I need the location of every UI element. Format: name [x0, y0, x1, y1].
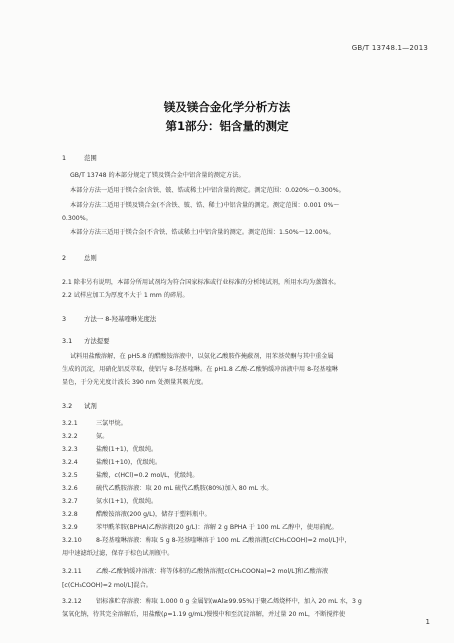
reagent-item [62, 483, 272, 492]
section-number: 3.2 [62, 402, 73, 410]
reagent-item [62, 431, 108, 440]
section-title: 范围 [84, 154, 97, 162]
section-title: 方法提要 [84, 337, 110, 345]
reagent-item [62, 444, 157, 453]
standard-number: GB/T 13748.1—2013 [351, 44, 428, 52]
scope-line: GB/T 13748 的本部分规定了镁及镁合金中铝含量的测定方法。 [70, 172, 245, 179]
section-number: 1 [62, 154, 67, 162]
reagent-item [62, 596, 362, 605]
reagent-text: 乙酸-乙酸钠缓冲溶液：将等体积的乙酸钠溶液[c(CH₃COONa)=2 mol/L]和乙酸溶液 [96, 568, 329, 575]
reagent-item [62, 470, 198, 479]
reagent-text: 8-羟基喹啉溶液：称取 5 g 8-羟基喹啉溶于 100 mL 乙酸溶液[c(CH₃COOH)=2 mol/L]中， [96, 537, 351, 544]
reagent-number: 3.2.9 [62, 524, 78, 531]
section-3-heading [62, 314, 156, 323]
section-3-2-heading [62, 401, 97, 410]
reagent-text: 苯甲酰苯胺(BPHA)乙醇溶液(20 g/L)：溶解 2 g BPHA 于 100 mL 乙醇中，使用前配。 [96, 524, 338, 531]
reagent-number: 3.2.1 [62, 420, 78, 427]
reagent-text: 盐酸(1+1)，优级纯。 [96, 446, 158, 453]
general-clause: 2.2 试样应加工为厚度不大于 1 mm 的碎屑。 [62, 292, 189, 299]
principle-line: 生成的沉淀，用硝化铝反萃取，使铝与 8-羟基喹啉。在 pH1.8 乙酸-乙酸钠缓冲溶液中用 8-羟基喹啉 [62, 366, 338, 373]
section-number: 3.1 [62, 337, 73, 345]
reagent-text: 三氯甲烷。 [96, 420, 127, 427]
section-title: 总则 [84, 254, 97, 262]
section-number: 2 [62, 254, 67, 262]
reagent-number: 3.2.12 [62, 598, 82, 605]
reagent-text: 盐酸，c(HCl)=0.2 mol/L，优级纯。 [96, 472, 199, 479]
reagent-item [62, 566, 328, 575]
page-number: 1 [425, 618, 430, 626]
document-title: 镁及镁合金化学分析方法 [163, 100, 291, 114]
reagent-item [62, 522, 338, 531]
reagent-text: 醋酸铵溶液(200 g/L)，储存于塑料瓶中。 [96, 511, 211, 518]
reagent-text: 氢氧化钠，待其完全溶解后，用盐酸(ρ=1.19 g/mL)慢慢中和至沉淀溶解，并过量 20 mL，不断搅拌使 [62, 611, 346, 618]
reagent-item [62, 580, 152, 589]
reagent-number: 3.2.6 [62, 485, 78, 492]
scope-line: 本部分方法三适用于镁合金(不含铁、锆或稀土)中铝含量的测定。测定范围：1.50%～12.00%。 [70, 229, 335, 236]
reagent-text: 铝标准贮存溶液：称取 1.000 0 g 金属铝(wAl≥99.95%)于聚乙烯烧杯中，加入 20 mL 水，3 g [96, 598, 362, 605]
scope-line: 本部分方法二适用于镁及镁合金(不含铁、铍、锆、稀土)中铝含量的测定。测定范围：0.001 0%～ [70, 202, 340, 209]
reagent-text: 盐酸(1+10)，优级纯。 [96, 459, 162, 466]
reagent-item [62, 548, 173, 557]
principle-line: 试料用盐酸溶解，在 pH5.8 的醋酸铵溶液中，以氨化乙酸胺作掩蔽剂，用苯基荧酮与其中重金属 [70, 353, 334, 360]
general-clause: 2.1 除非另有说明，本部分所用试剂均为符合国家标准或行业标准的分析纯试剂，所用水均为蒸馏水。 [62, 279, 340, 286]
reagent-item [62, 418, 127, 427]
reagent-number: 3.2.10 [62, 537, 82, 544]
reagent-number: 3.2.7 [62, 498, 78, 505]
reagent-text: 用中速滤纸过滤，保存于棕色试剂瓶中。 [62, 550, 174, 557]
reagent-text: 氨水(1+1)，优级纯。 [96, 498, 158, 505]
reagent-item [62, 457, 161, 466]
reagent-number: 3.2.4 [62, 459, 78, 466]
section-3-1-heading [62, 336, 110, 345]
document-subtitle: 第1部分：铝含量的测定 [165, 119, 289, 133]
scope-line: 0.300%。 [62, 215, 92, 222]
section-title: 试剂 [84, 402, 97, 410]
reagent-item [62, 496, 157, 505]
reagent-item [62, 509, 211, 518]
scope-line: 本部分方法一适用于镁合金(含铁、铍、锆或稀土)中铝含量的测定。测定范围：0.020%～0.300%。 [70, 187, 345, 194]
reagent-item [62, 609, 345, 618]
reagent-number: 3.2.2 [62, 433, 78, 440]
reagent-number: 3.2.3 [62, 446, 78, 453]
reagent-item [62, 535, 351, 544]
reagent-number: 3.2.8 [62, 511, 78, 518]
section-title: 方法一 8-羟基喹啉光度法 [84, 315, 157, 323]
section-number: 3 [62, 315, 67, 323]
reagent-number: 3.2.11 [62, 568, 82, 575]
reagent-text: [c(CH₃COOH)=2 mol/L]混合。 [62, 582, 152, 589]
section-1-heading [62, 153, 97, 162]
section-2-heading [62, 253, 97, 262]
principle-line: 显色，于分光光度计波长 390 nm 处测量其吸光度。 [62, 379, 208, 386]
reagent-text: 硫代乙酰胺溶液：取 20 mL 硫代乙酰胺(80%)加入 80 mL 水。 [96, 485, 273, 492]
reagent-number: 3.2.5 [62, 472, 78, 479]
reagent-text: 氨。 [96, 433, 109, 440]
